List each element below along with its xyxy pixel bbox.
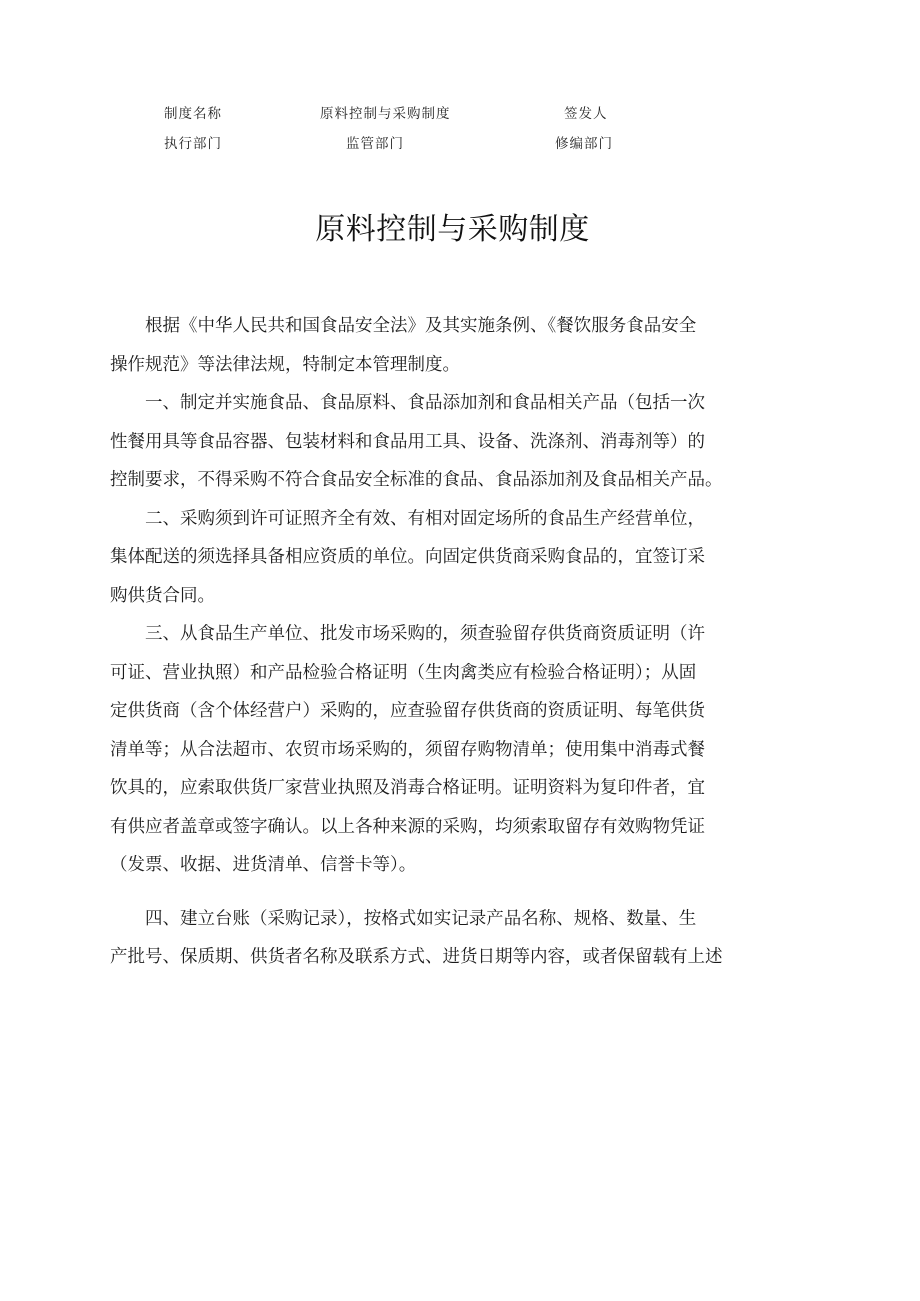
paragraph-clause-4: 四、建立台账（采购记录），按格式如实记录产品名称、规格、数量、生 产批号、保质期、供货者名称及联系方式、进货日期等内容，或者保留载有上述	[110, 908, 723, 967]
policy-name-label: 制度名称	[164, 106, 222, 122]
executing-dept-label: 执行部门	[164, 136, 222, 152]
paragraph-clause-3: 三、从食品生产单位、批发市场采购的，须查验留存供货商资质证明（许 可证、营业执照）和产品检验合格证明（生肉禽类应有检验合格证明）；从固 定供货商（含个体经营户）采购的，应查验留存供货商的资质证明、每笔供货 清单等；从合法超市、农贸市场采购的，须留存购物清单；使用集中消毒式餐 饮具的，应索取供货厂家营业执照及消毒合格证明。证明资料为复印件者，宜 有供应者盖章或签字确认。以上各种来源的采购，均须索取留存有效购物凭证 （发票、收据、进货清单、信誉卡等）。	[110, 624, 705, 875]
document-header-table	[0, 100, 920, 160]
header-row-1	[0, 100, 920, 130]
paragraph-intro: 根据《中华人民共和国食品安全法》及其实施条例、《餐饮服务食品安全 操作规范》等法律法规，特制定本管理制度。	[110, 316, 697, 375]
issuer-label: 签发人	[564, 106, 608, 122]
paragraph-clause-1: 一、制定并实施食品、食品原料、食品添加剂和食品相关产品（包括一次 性餐用具等食品容器、包装材料和食品用工具、设备、洗涤剂、消毒剂等）的 控制要求，不得采购不符合食品安全标准的食品、食品添加剂及食品相关产品。	[110, 393, 723, 490]
editing-dept-label: 修编部门	[555, 136, 613, 152]
paragraph-clause-2: 二、采购须到许可证照齐全有效、有相对固定场所的食品生产经营单位， 集体配送的须选择具备相应资质的单位。向固定供货商采购食品的，宜签订采 购供货合同。	[110, 508, 705, 606]
header-row-2	[0, 130, 920, 160]
document-title: 原料控制与采购制度	[315, 212, 590, 247]
supervising-dept-label: 监管部门	[346, 136, 404, 152]
document-body	[110, 307, 810, 977]
policy-name-value: 原料控制与采购制度	[320, 106, 451, 122]
